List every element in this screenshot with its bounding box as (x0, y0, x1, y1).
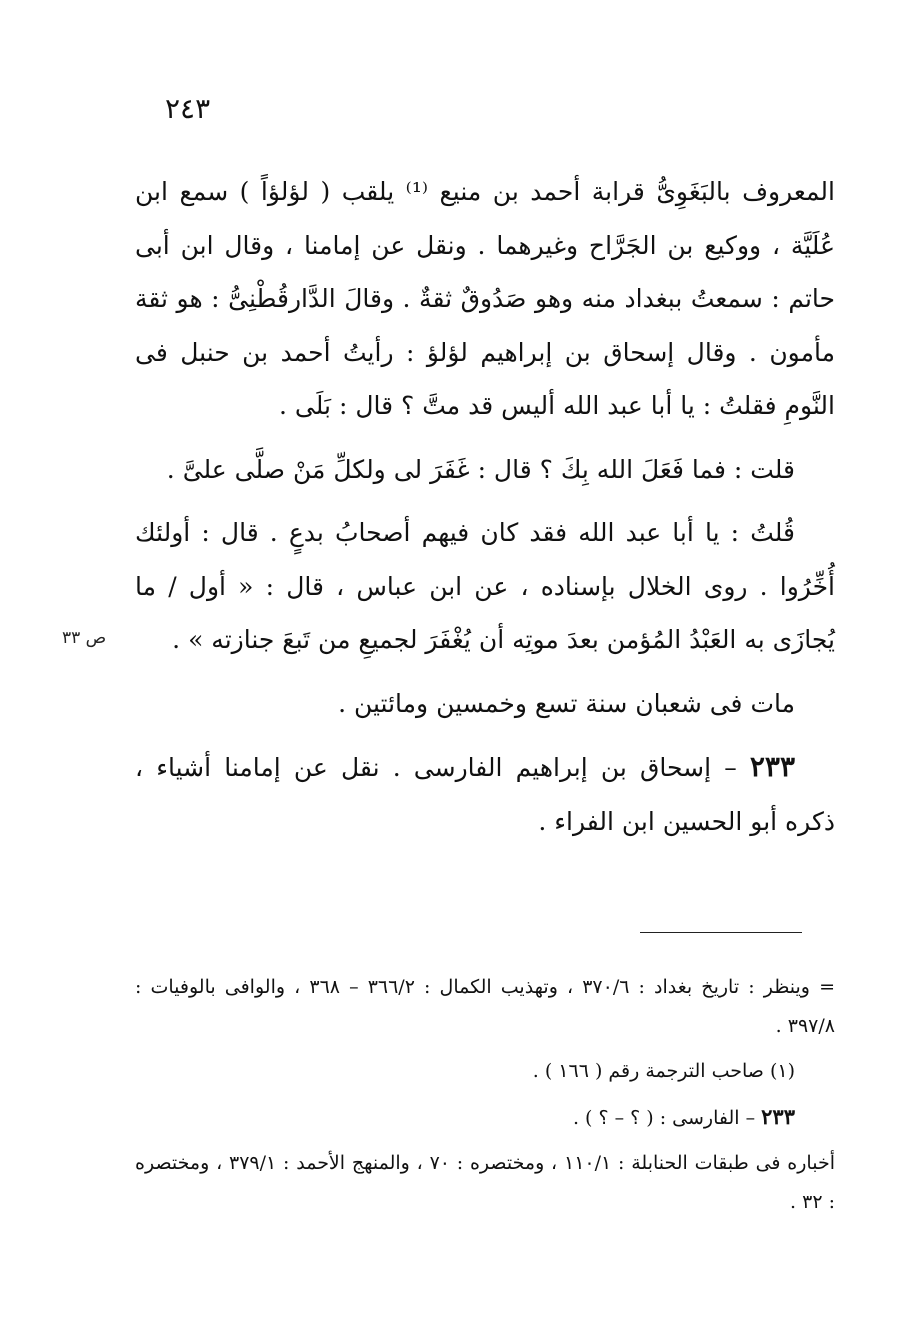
paragraph-dream-answer: قُلتُ : يا أبا عبد الله فقد كان فيهم أصحابُ بدعٍ . قال : أولئك أُخِّرُوا . روى الخلال بإسناده ، عن ابن عباس ، قال : « أول / ما يُجازَى به العَبْدُ المُؤمن بعدَ موتِه أن يُغْفَرَ لجميعِ من تَبعَ جنازته » . (135, 518, 835, 654)
paragraph-death-date: مات فى شعبان سنة تسع وخمسين ومائتين . (338, 688, 795, 718)
entry-text: إسحاق بن إبراهيم الفارسى . نقل عن إمامنا أشياء ، ذكره أبو الحسين ابن الفراء . (135, 753, 835, 836)
footnote-entry-number: ٢٣٣ (761, 1104, 795, 1129)
main-text (135, 165, 835, 848)
paragraph-dream-question: قلت : فما فَعَلَ الله بِكَ ؟ قال : غَفَرَ لى ولكلِّ مَنْ صلَّى علىَّ . (166, 454, 795, 484)
footnote-entry-text: – الفارسى : ( ؟ – ؟ ) . (572, 1107, 762, 1129)
footnote-entry-233 (135, 1097, 835, 1138)
paragraph-biography: المعروف بالبَغَوِىُّ قرابة أحمد بن منيع ⁽¹⁾ يلقب ( لؤلؤاً ) سمع ابن عُلَيَّة ، ووكيع بن الجَرَّاح وغيرهما . ونقل عن إمامنا ، وقال ابن أبى حاتم : سمعتُ ببغداد منه وهو صَدُوقٌ ثقةٌ . وقالَ الدَّارقُطْنِىُّ : هو ثقة مأمون . وقال إسحاق بن إبراهيم لؤلؤ : رأيتُ أحمد بن حنبل فى النَّومِ فقلتُ : يا أبا عبد الله أليس قد متَّ ؟ قال : بَلَى . (135, 177, 835, 420)
footnotes (135, 968, 835, 1222)
footnote-divider (640, 932, 802, 933)
footnote-continuation: = وينظر : تاريخ بغداد : ٣٧٠/٦ ، وتهذيب الكمال : ٣٦٦/٢ – ٣٦٨ ، والوافى بالوفيات : ٣٩٧/٨ . (135, 976, 835, 1037)
footnote-sources: أخباره فى طبقات الحنابلة : ١١٠/١ ، ومختصره : ٧٠ ، والمنهج الأحمد : ٣٧٩/١ ، ومختصره : ٣٢ . (135, 1152, 835, 1213)
footnote-1: (١) صاحب الترجمة رقم ( ١٦٦ ) . (532, 1060, 795, 1082)
entry-number: ٢٣٣ (749, 750, 795, 783)
entry-233 (135, 740, 835, 848)
entry-dash: – (711, 753, 750, 782)
page-number: ٢٤٣ (165, 92, 211, 125)
margin-page-reference: ص ٣٣ (62, 628, 107, 648)
